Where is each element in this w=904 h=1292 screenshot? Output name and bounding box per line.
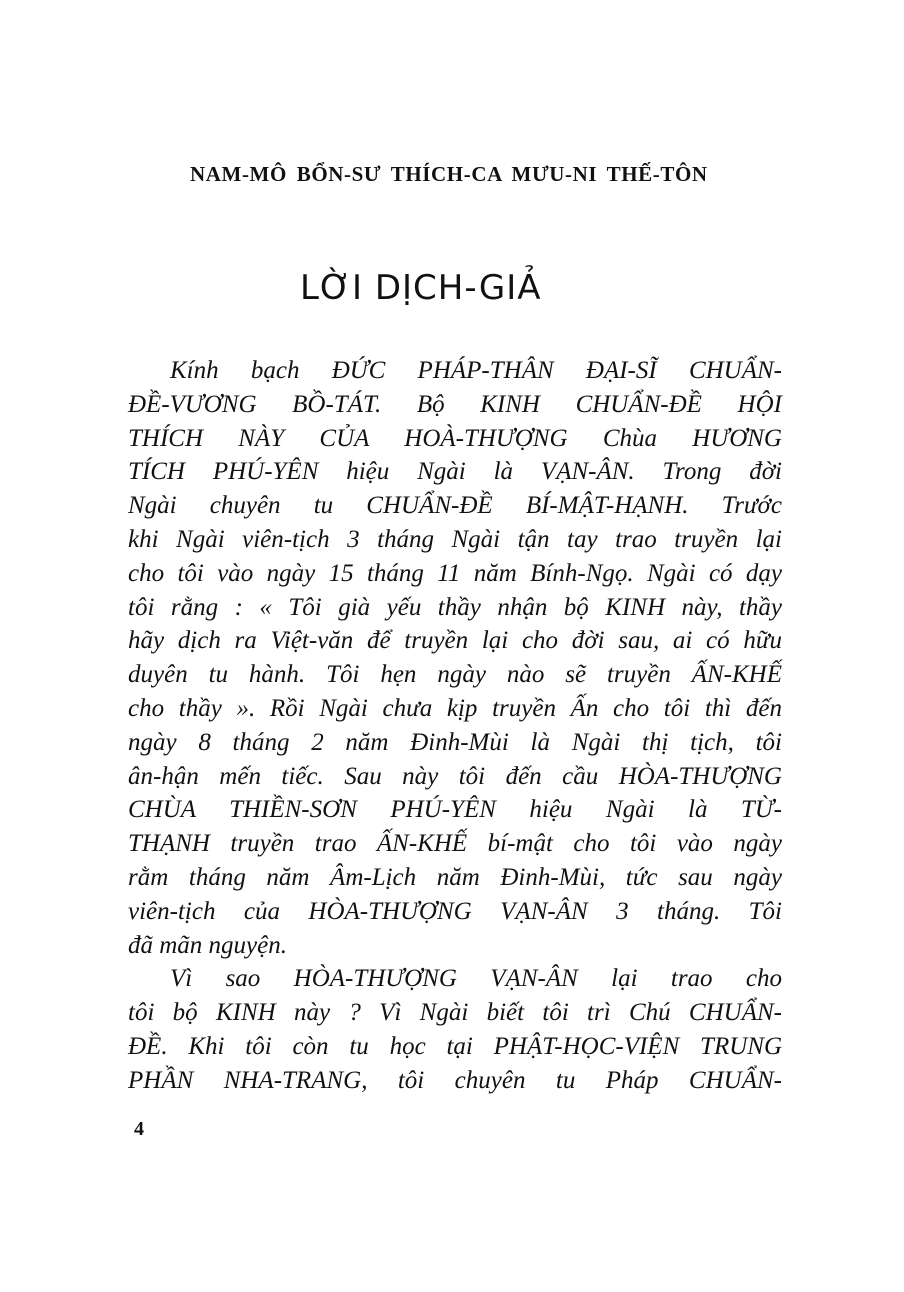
text-line: PHẦN NHA-TRANG, tôi chuyên tu Pháp CHUẨN-: [128, 1066, 782, 1094]
text-line: viên-tịch của HÒA-THƯỢNG VẠN-ÂN 3 tháng. Tôi: [128, 897, 782, 925]
text-line: tôi rằng : « Tôi già yếu thầy nhận bộ KINH này, thầy: [128, 593, 782, 621]
text-line: ĐỀ-VƯƠNG BỒ-TÁT. Bộ KINH CHUẨN-ĐỀ HỘI: [128, 390, 782, 418]
text-line: duyên tu hành. Tôi hẹn ngày nào sẽ truyền ẤN-KHẾ: [128, 661, 782, 689]
text-line: khi Ngài viên-tịch 3 tháng Ngài tận tay trao truyền lại: [128, 525, 782, 553]
text-line: rằm tháng năm Âm-Lịch năm Đinh-Mùi, tức sau ngày: [128, 863, 782, 891]
text-line: cho thầy ». Rồi Ngài chưa kịp truyền Ấn cho tôi thì đến: [128, 694, 782, 722]
page-title: LỜI DỊCH-GIẢ: [300, 268, 542, 308]
body-text: [128, 354, 782, 1098]
text-line: THẠNH truyền trao ẤN-KHẾ bí-mật cho tôi vào ngày: [128, 830, 782, 858]
text-line: THÍCH NÀY CỦA HOÀ-THƯỢNG Chùa HƯƠNG: [128, 424, 782, 452]
invocation-heading: NAM-MÔ BỔN-SƯ THÍCH-CA MƯU-NI THẾ-TÔN: [190, 162, 708, 186]
text-line: đã mãn nguyện.: [128, 931, 287, 959]
page-number: 4: [134, 1118, 144, 1140]
text-line: Ngài chuyên tu CHUẨN-ĐỀ BÍ-MẬT-HẠNH. Trước: [128, 492, 782, 520]
text-line: hãy dịch ra Việt-văn để truyền lại cho đời sau, ai có hữu: [128, 627, 782, 655]
text-line: tôi bộ KINH này ? Vì Ngài biết tôi trì Chú CHUẨN-: [128, 999, 782, 1027]
text-line: Kính bạch ĐỨC PHÁP-THÂN ĐẠI-SĨ CHUẨN-: [170, 357, 782, 384]
text-line: TÍCH PHÚ-YÊN hiệu Ngài là VẠN-ÂN. Trong đời: [128, 458, 782, 486]
text-line: ân-hận mến tiếc. Sau này tôi đến cầu HÒA-THƯỢNG: [128, 762, 782, 790]
text-line: Vì sao HÒA-THƯỢNG VẠN-ÂN lại trao cho: [170, 965, 782, 993]
text-line: ngày 8 tháng 2 năm Đinh-Mùi là Ngài thị tịch, tôi: [128, 728, 782, 756]
text-line: CHÙA THIỀN-SƠN PHÚ-YÊN hiệu Ngài là TỪ-: [128, 796, 782, 824]
text-line: cho tôi vào ngày 15 tháng 11 năm Bính-Ngọ. Ngài có dạy: [128, 559, 782, 587]
text-line: ĐỀ. Khi tôi còn tu học tại PHẬT-HỌC-VIỆN TRUNG: [128, 1032, 782, 1060]
